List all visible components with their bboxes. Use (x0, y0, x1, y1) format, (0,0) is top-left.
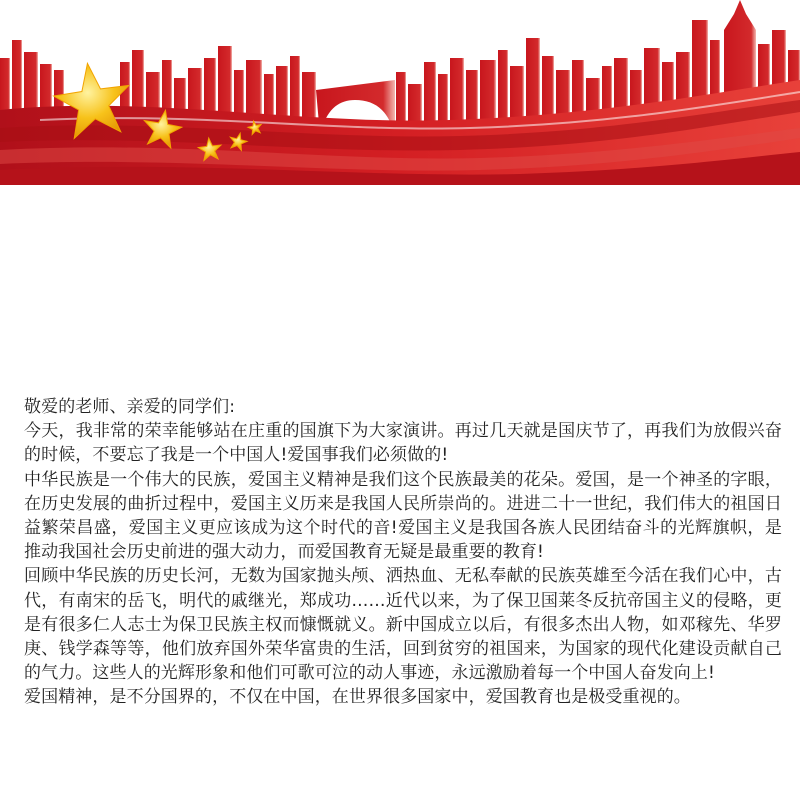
salutation: 敬爱的老师、亲爱的同学们: (24, 397, 236, 417)
paragraph-4: 爱国精神，是不分国界的，不仅在中国，在世界很多国家中，爱国教育也是极受重视的。 (24, 687, 691, 708)
header-banner (0, 0, 800, 185)
paragraph-2: 中华民族是一个伟大的民族，爱国主义精神是我们这个民族最美的花朵。爱国，是一个神圣的字眼，在历史发展的曲折过程中，爱国主义历来是我国人民所崇尚的。进进二十一世纪，我们伟大的祖国日益繁荣昌盛，爱国主义更应该成为这个时代的音!爱国主义是我国各族人民团结奋斗的光辉旗帜，是推动我国社会历史前进的强大动力，而爱国教育无疑是最重要的教育! (24, 469, 782, 563)
paragraph-1: 今天，我非常的荣幸能够站在庄重的国旗下为大家演讲。再过几天就是国庆节了，再我们为放假兴奋的时候，不要忘了我是一个中国人!爱国事我们必须做的! (24, 421, 782, 466)
paragraph-3: 回顾中华民族的历史长河，无数为国家抛头颅、洒热血、无私奉献的民族英雄至今活在我们心中，古代，有南宋的岳飞，明代的戚继光，郑成功……近代以来，为了保卫国莱冬反抗帝国主义的侵略，更是有很多仁人志士为保卫民族主权而慷慨就义。新中国成立以后，有很多杰出人物，如邓稼先、华罗庚、钱学森等等，他们放弃国外荣华富贵的生活，回到贫穷的祖国来，为国家的现代化建设贡献自己的气力。这些人的光辉形象和他们可歌可泣的动人事迹，永远激励着每一个中国人奋发向上! (24, 566, 782, 684)
speech-text (24, 395, 782, 710)
